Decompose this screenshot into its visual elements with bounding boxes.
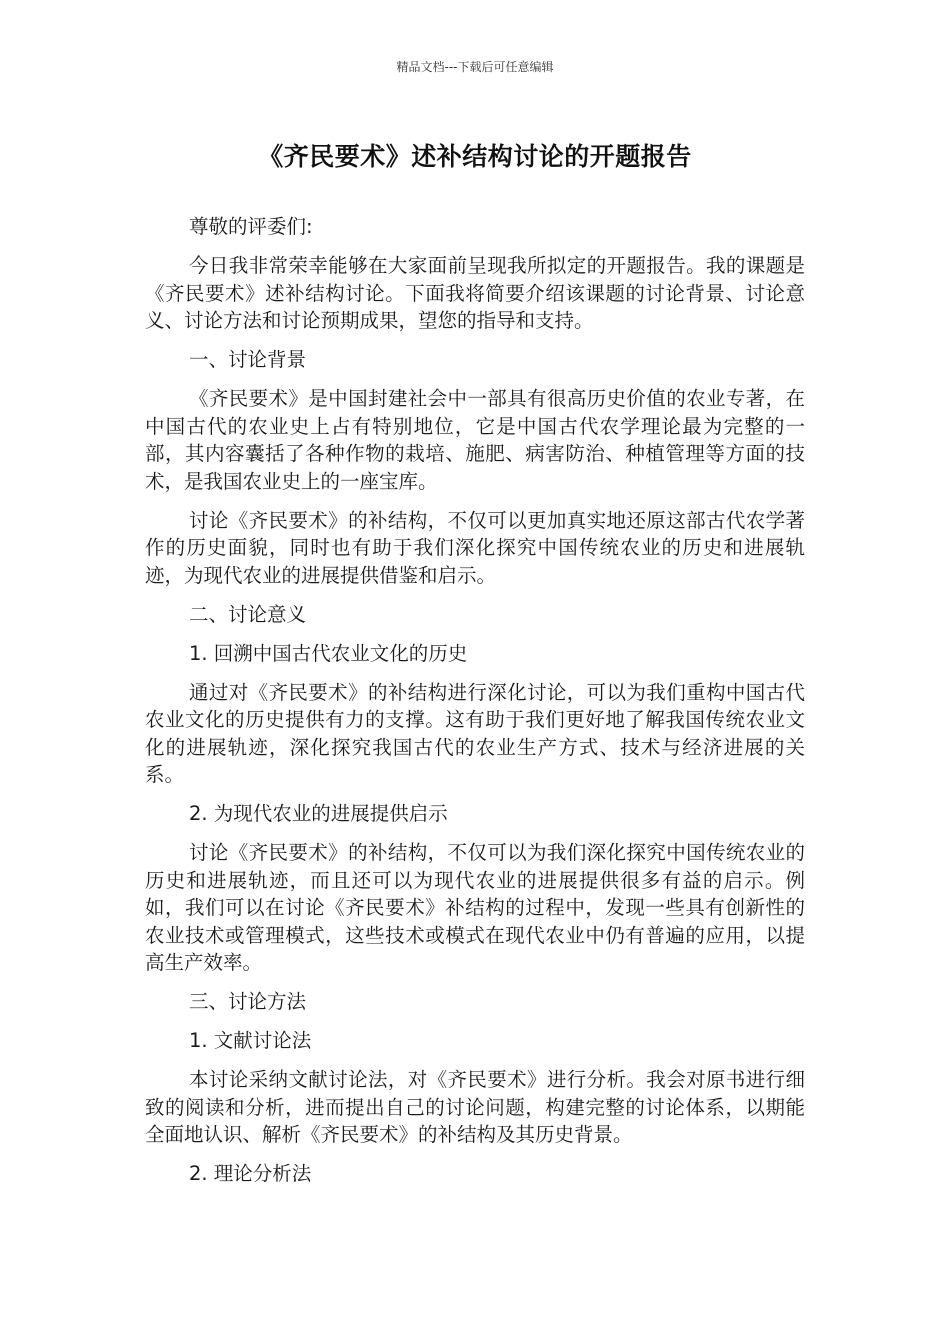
salutation: 尊敬的评委们: [189, 215, 313, 238]
document-body [145, 213, 805, 1199]
background-paragraph-2: 讨论《齐民要术》的补结构，不仅可以更加真实地还原这部古代农学著作的历史面貌，同时也有助于我们深化探究中国传统农业的历史和进展轨迹，为现代农业的进展提供借鉴和启示。 [145, 508, 805, 587]
section-heading-significance: 二、讨论意义 [189, 602, 307, 626]
section-heading-background: 一、讨论背景 [189, 348, 307, 371]
literature-method-paragraph: 本讨论采纳文献讨论法，对《齐民要术》进行分析。我会对原书进行细致的阅读和分析，进而提出自己的讨论问题，构建完整的讨论体系，以期能全面地认识、解析《齐民要术》的补结构及其历史背景。 [145, 1068, 805, 1146]
modern-agriculture-paragraph: 讨论《齐民要术》的补结构，不仅可以为我们深化探究中国传统农业的历史和进展轨迹，而且还可以为现代农业的进展提供很多有益的启示。例如，我们可以在讨论《齐民要术》补结构的过程中，发现一些具有创新性的农业技术或管理模式，这些技术或模式在现代农业中仍有普遍的应用，以提高生产效率。 [145, 841, 805, 974]
subheading-modern-agriculture: 2. 为现代农业的进展提供启示 [189, 802, 448, 825]
intro-paragraph: 今日我非常荣幸能够在大家面前呈现我所拟定的开题报告。我的课题是《齐民要术》述补结构讨论。下面我将简要介绍该课题的讨论背景、讨论意义、讨论方法和讨论预期成果，望您的指导和支持。 [145, 254, 805, 332]
subheading-theory-method: 2. 理论分析法 [189, 1162, 312, 1185]
section-heading-methods: 三、讨论方法 [189, 990, 307, 1013]
subheading-history: 1. 回溯中国古代农业文化的历史 [189, 641, 468, 665]
document-title: 《齐民要术》述补结构讨论的开题报告 [258, 142, 692, 171]
history-paragraph: 通过对《齐民要术》的补结构进行深化讨论，可以为我们重构中国古代农业文化的历史提供有力的支撑。这有助于我们更好地了解我国传统农业文化的进展轨迹，深化探究我国古代的农业生产方式、技术与经济进展的关系。 [145, 680, 805, 786]
subheading-literature-method: 1. 文献讨论法 [189, 1029, 312, 1052]
header-note: 精品文档---下载后可任意编辑 [396, 60, 554, 74]
background-paragraph-1: 《齐民要术》是中国封建社会中一部具有很高历史价值的农业专著，在中国古代的农业史上占有特别地位，它是中国古代农学理论最为完整的一部，其内容囊括了各种作物的栽培、施肥、病害防治、种植管理等方面的技术，是我国农业史上的一座宝库。 [145, 387, 805, 493]
